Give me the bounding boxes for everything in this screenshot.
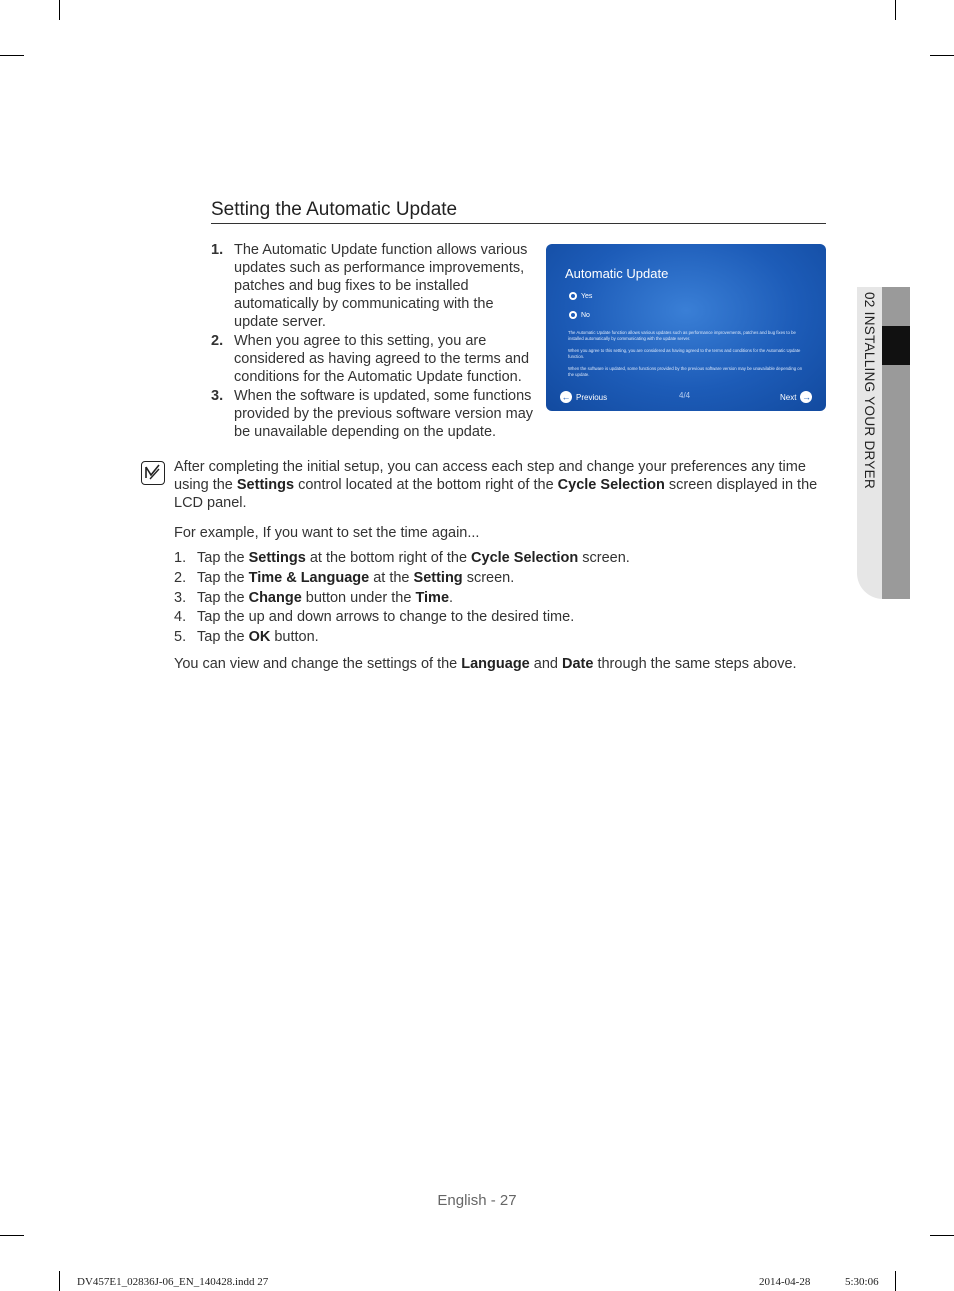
steps-list: [174, 549, 630, 648]
arrow-right-icon: →: [801, 392, 811, 402]
list-item: 1. The Automatic Update function allows various updates such as performance improvements, patches and bug fixes to be installed automatically by communicating with the update server.: [211, 242, 528, 330]
list-item: 5. Tap the OK button.: [174, 629, 319, 646]
chapter-label: 02 INSTALLING YOUR DRYER: [862, 292, 877, 490]
note-text: After completing the initial setup, you can access each step and change your preferences any time using the Settings control located at the bottom right of the Cycle Selection screen displayed in the LCD panel.: [174, 459, 818, 511]
option-yes: Yes: [569, 292, 592, 300]
list-item: 3. When the software is updated, some functions provided by the previous software version may be unavailable depending on the update.: [211, 388, 534, 440]
crop-mark: [0, 55, 24, 56]
crop-mark: [930, 55, 954, 56]
page-number: English - 27: [437, 1192, 517, 1209]
print-time: 5:30:06: [845, 1276, 879, 1288]
list-item: 2. When you agree to this setting, you are considered as having agreed to the terms and conditions for the Automatic Update function.: [211, 333, 530, 385]
list-item: 1. Tap the Settings at the bottom right of the Cycle Selection screen.: [174, 550, 630, 566]
print-filename: DV457E1_02836J-06_EN_140428.indd 27: [77, 1276, 269, 1288]
section-title: Setting the Automatic Update: [211, 199, 826, 224]
print-date: 2014-04-28: [759, 1276, 811, 1288]
option-no: No: [569, 311, 590, 319]
crop-mark: [895, 1271, 896, 1291]
next-button: Next →: [780, 392, 811, 402]
crop-mark: [59, 0, 60, 20]
intro-list: [211, 241, 533, 442]
previous-button: ← Previous: [561, 392, 608, 402]
note-pencil-icon: [141, 461, 165, 485]
list-item: 4. Tap the up and down arrows to change to the desired time.: [174, 609, 575, 626]
arrow-left-icon: ←: [561, 392, 571, 402]
automatic-update-screenshot: [546, 244, 826, 411]
list-item: 2. Tap the Time & Language at the Setting screen.: [174, 569, 515, 586]
page-indicator: 4/4: [679, 391, 691, 400]
screen-title: Automatic Update: [565, 266, 669, 281]
screen-paragraph: The Automatic Update function allows various updates such as performance improvements, patches and bug fixes to be installed automatically by communicating with the update server.: [568, 330, 796, 341]
crop-mark: [895, 0, 896, 20]
crop-mark: [59, 1271, 60, 1291]
closing-text: You can view and change the settings of the Language and Date through the same steps above.: [174, 656, 797, 672]
example-text: For example, If you want to set the time again...: [174, 525, 480, 541]
crop-mark: [930, 1235, 954, 1236]
list-item: 3. Tap the Change button under the Time.: [174, 589, 454, 606]
screen-paragraph: When you agree to this setting, you are considered as having agreed to the terms and conditions for the Automatic Update function.: [568, 348, 801, 359]
screen-paragraph: When the software is updated, some functions provided by the previous software version may be unavailable depending on the update.: [568, 366, 803, 377]
radio-icon: [569, 292, 577, 300]
crop-mark: [0, 1235, 24, 1236]
radio-icon: [569, 311, 577, 319]
